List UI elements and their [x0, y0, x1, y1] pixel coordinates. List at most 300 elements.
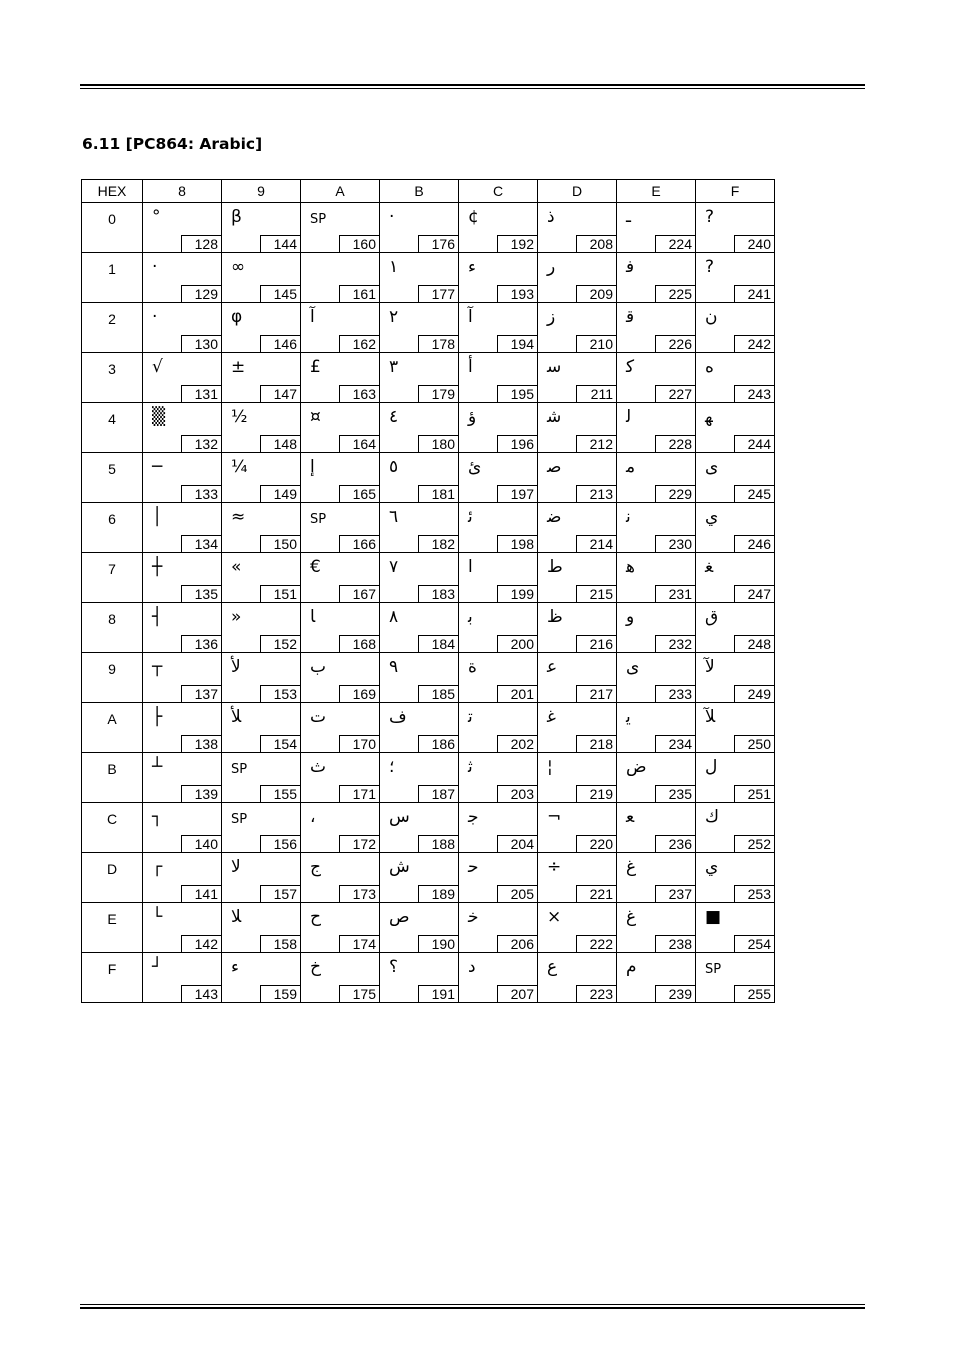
table-row [82, 353, 775, 403]
char-code: 199 [497, 585, 537, 602]
char-cell [143, 703, 222, 753]
char-glyph: ر [547, 257, 556, 277]
char-code: 189 [418, 885, 458, 902]
char-code: 163 [339, 385, 379, 402]
char-cell [380, 703, 459, 753]
char-code: 205 [497, 885, 537, 902]
char-glyph: ﻟ [626, 407, 632, 427]
char-glyph: ﻋ [547, 657, 558, 677]
char-glyph: ﻵ [705, 657, 715, 677]
char-cell [380, 653, 459, 703]
char-glyph: ﻶ [705, 707, 716, 727]
char-cell [617, 953, 696, 1003]
char-glyph: ┬ [152, 657, 163, 677]
char-code: 144 [260, 235, 300, 252]
char-cell [617, 503, 696, 553]
char-glyph: ؛ [389, 757, 395, 777]
char-cell [380, 203, 459, 253]
char-glyph: ش [389, 857, 410, 877]
char-glyph: ≈ [231, 507, 246, 527]
char-code: 168 [339, 635, 379, 652]
char-cell [380, 953, 459, 1003]
table-row [82, 303, 775, 353]
char-cell [380, 603, 459, 653]
char-code: 209 [576, 285, 616, 302]
char-glyph: φ [231, 307, 243, 327]
char-cell [538, 703, 617, 753]
char-code: 136 [181, 635, 221, 652]
char-glyph: ¬ [547, 807, 562, 827]
char-code: 162 [339, 335, 379, 352]
char-code: 182 [418, 535, 458, 552]
char-cell [143, 303, 222, 353]
char-glyph: ﺳ [547, 357, 562, 377]
table-row [82, 953, 775, 1003]
char-code: 200 [497, 635, 537, 652]
char-glyph: ± [231, 357, 246, 377]
char-glyph: ئ [468, 457, 482, 477]
char-glyph: ٣ [389, 357, 399, 377]
char-cell [696, 403, 775, 453]
char-code: 244 [734, 435, 774, 452]
char-code: 128 [181, 235, 221, 252]
char-code: 158 [260, 935, 300, 952]
char-code: 156 [260, 835, 300, 852]
char-cell [143, 403, 222, 453]
char-cell [617, 453, 696, 503]
char-glyph: د [468, 957, 476, 977]
char-glyph: € [310, 557, 321, 577]
char-code: 227 [655, 385, 695, 402]
char-code: 142 [181, 935, 221, 952]
char-code: 255 [734, 985, 774, 1002]
char-glyph: » [231, 607, 242, 627]
char-cell [301, 703, 380, 753]
char-cell [459, 253, 538, 303]
char-cell [380, 853, 459, 903]
char-code: 133 [181, 485, 221, 502]
char-cell [696, 803, 775, 853]
char-code: 223 [576, 985, 616, 1002]
column-header: 9 [222, 180, 301, 203]
char-glyph: أ [468, 357, 473, 377]
char-code: 222 [576, 935, 616, 952]
char-glyph: ص [389, 907, 410, 927]
table-row [82, 553, 775, 603]
char-cell [696, 903, 775, 953]
char-glyph: SP [705, 962, 722, 977]
char-glyph: ج [310, 857, 321, 877]
char-code: 246 [734, 535, 774, 552]
char-glyph: £ [310, 357, 321, 377]
char-code: 234 [655, 735, 695, 752]
char-glyph: ـ [626, 207, 631, 227]
char-glyph: ﺿ [547, 507, 562, 527]
char-cell [617, 603, 696, 653]
char-cell [696, 353, 775, 403]
char-cell [617, 203, 696, 253]
char-cell [617, 903, 696, 953]
char-glyph: × [547, 907, 562, 927]
char-glyph: ث [310, 757, 327, 777]
char-cell [143, 903, 222, 953]
char-cell [617, 753, 696, 803]
row-header: 1 [82, 253, 143, 303]
char-cell [617, 303, 696, 353]
char-code: 214 [576, 535, 616, 552]
char-cell [538, 253, 617, 303]
char-cell [538, 453, 617, 503]
char-cell [301, 253, 380, 303]
char-glyph: غ [626, 907, 637, 927]
char-glyph: ق [705, 607, 719, 627]
char-code: 161 [339, 285, 379, 302]
char-cell [538, 503, 617, 553]
char-glyph: · [389, 207, 395, 227]
char-cell [459, 903, 538, 953]
char-code: 132 [181, 435, 221, 452]
char-cell [143, 553, 222, 603]
char-glyph: آ [468, 307, 473, 327]
column-header: A [301, 180, 380, 203]
row-header: 3 [82, 353, 143, 403]
char-cell [459, 403, 538, 453]
char-cell [143, 603, 222, 653]
char-code: 134 [181, 535, 221, 552]
char-code: 247 [734, 585, 774, 602]
char-glyph: ¦ [547, 757, 553, 777]
char-cell [696, 203, 775, 253]
char-code: 250 [734, 735, 774, 752]
char-glyph: ى [705, 457, 719, 477]
char-cell [696, 703, 775, 753]
char-glyph: ؟ [389, 957, 399, 977]
char-code: 213 [576, 485, 616, 502]
char-cell [538, 803, 617, 853]
char-glyph: SP [310, 212, 327, 227]
table-row [82, 753, 775, 803]
char-glyph: ظ [547, 607, 563, 627]
char-code: 153 [260, 685, 300, 702]
char-cell [617, 253, 696, 303]
char-code: 224 [655, 235, 695, 252]
char-cell [380, 753, 459, 803]
char-cell [301, 653, 380, 703]
table-row [82, 603, 775, 653]
char-cell [696, 603, 775, 653]
header-rule [80, 84, 865, 89]
char-glyph: ع [547, 957, 558, 977]
char-glyph: ┤ [152, 607, 163, 627]
row-header: C [82, 803, 143, 853]
char-code: 226 [655, 335, 695, 352]
char-cell [538, 203, 617, 253]
char-code: 218 [576, 735, 616, 752]
char-cell [459, 803, 538, 853]
char-cell [617, 653, 696, 703]
char-cell [538, 553, 617, 603]
char-code: 221 [576, 885, 616, 902]
char-cell [143, 803, 222, 853]
char-glyph: └ [152, 907, 163, 927]
char-cell [459, 603, 538, 653]
char-glyph: ٩ [389, 657, 399, 677]
char-code: 146 [260, 335, 300, 352]
char-code: 140 [181, 835, 221, 852]
char-glyph: ﻷ [231, 657, 241, 677]
char-cell [459, 553, 538, 603]
char-code: 181 [418, 485, 458, 502]
char-code: 217 [576, 685, 616, 702]
char-cell [617, 353, 696, 403]
char-code: 230 [655, 535, 695, 552]
char-cell [143, 353, 222, 403]
row-header: 7 [82, 553, 143, 603]
char-glyph: غ [626, 857, 637, 877]
char-glyph: ي [705, 507, 719, 527]
char-glyph: √ [152, 357, 163, 377]
table-row [82, 703, 775, 753]
char-glyph: ﺛ [468, 757, 473, 777]
char-glyph: ؤ [468, 407, 477, 427]
char-glyph: ٢ [389, 307, 399, 327]
char-code: 201 [497, 685, 537, 702]
char-code: 190 [418, 935, 458, 952]
char-glyph: ﺟ [468, 807, 479, 827]
char-glyph: ¤ [310, 407, 321, 427]
char-glyph: ﺗ [468, 707, 473, 727]
char-glyph: م [626, 957, 637, 977]
char-cell [696, 953, 775, 1003]
hex-corner-header: HEX [82, 180, 143, 203]
char-glyph: « [231, 557, 242, 577]
table-row [82, 203, 775, 253]
char-glyph: ﻗ [626, 307, 635, 327]
char-code: 242 [734, 335, 774, 352]
char-code: 157 [260, 885, 300, 902]
char-glyph: ﻳ [626, 707, 631, 727]
char-code: 220 [576, 835, 616, 852]
char-cell [459, 953, 538, 1003]
char-code: 164 [339, 435, 379, 452]
section-title: 6.11 [PC864: Arabic] [82, 135, 263, 153]
char-glyph: ى [626, 657, 640, 677]
char-glyph: ٦ [389, 507, 399, 527]
char-cell [696, 253, 775, 303]
char-code: 196 [497, 435, 537, 452]
char-glyph: ﺣ [468, 857, 479, 877]
char-code: 150 [260, 535, 300, 552]
char-cell [143, 503, 222, 553]
char-cell [222, 753, 301, 803]
char-cell [538, 353, 617, 403]
char-glyph: ¢ [468, 207, 479, 227]
char-code: 232 [655, 635, 695, 652]
char-glyph: ┐ [152, 807, 163, 827]
char-glyph: ١ [389, 257, 399, 277]
char-code: 175 [339, 985, 379, 1002]
char-code: 176 [418, 235, 458, 252]
char-glyph: ة [468, 657, 477, 677]
char-glyph: ─ [152, 457, 163, 477]
char-glyph: ض [626, 757, 647, 777]
char-glyph: ل [705, 757, 718, 777]
char-glyph: ½ [231, 407, 248, 427]
table-row [82, 403, 775, 453]
char-glyph: ﺷ [547, 407, 562, 427]
char-glyph: ┘ [152, 957, 163, 977]
char-code: 177 [418, 285, 458, 302]
char-cell [538, 853, 617, 903]
char-code: 231 [655, 585, 695, 602]
char-glyph: ﻸ [231, 707, 242, 727]
char-code: 236 [655, 835, 695, 852]
char-cell [380, 503, 459, 553]
char-cell [617, 703, 696, 753]
char-cell [222, 503, 301, 553]
char-glyph: ي [705, 857, 719, 877]
column-header: D [538, 180, 617, 203]
char-code: 241 [734, 285, 774, 302]
char-cell [301, 403, 380, 453]
char-code: 193 [497, 285, 537, 302]
char-code: 183 [418, 585, 458, 602]
char-glyph: س [389, 807, 410, 827]
char-cell [222, 353, 301, 403]
column-header: C [459, 180, 538, 203]
char-code: 131 [181, 385, 221, 402]
char-code: 179 [418, 385, 458, 402]
char-cell [538, 903, 617, 953]
char-glyph: ف [389, 707, 407, 727]
row-header: D [82, 853, 143, 903]
char-code: 192 [497, 235, 537, 252]
char-cell [696, 553, 775, 603]
char-cell [301, 553, 380, 603]
footer-rule [80, 1304, 865, 1309]
char-cell [301, 303, 380, 353]
column-header: F [696, 180, 775, 203]
char-glyph: SP [310, 512, 327, 527]
char-cell [538, 303, 617, 353]
char-cell [222, 803, 301, 853]
char-cell [222, 553, 301, 603]
char-code: 206 [497, 935, 537, 952]
char-code: 180 [418, 435, 458, 452]
char-code: 202 [497, 735, 537, 752]
char-cell [538, 403, 617, 453]
char-cell [380, 403, 459, 453]
char-code: 191 [418, 985, 458, 1002]
char-cell [143, 753, 222, 803]
char-glyph: ﺑ [468, 607, 473, 627]
char-cell [696, 453, 775, 503]
char-cell [301, 903, 380, 953]
char-glyph: ﺧ [468, 907, 479, 927]
char-cell [459, 703, 538, 753]
char-glyph: ┼ [152, 557, 163, 577]
char-glyph: ¼ [231, 457, 248, 477]
char-code: 215 [576, 585, 616, 602]
char-code: 185 [418, 685, 458, 702]
char-code: 198 [497, 535, 537, 552]
table-row [82, 903, 775, 953]
column-header: E [617, 180, 696, 203]
char-code: 165 [339, 485, 379, 502]
char-cell [222, 853, 301, 903]
char-glyph: β [231, 207, 242, 227]
char-glyph: ┌ [152, 857, 163, 877]
char-cell [301, 853, 380, 903]
char-cell [380, 303, 459, 353]
table-row [82, 853, 775, 903]
char-glyph: ﻬ [705, 407, 713, 427]
char-code: 171 [339, 785, 379, 802]
char-glyph: SP [231, 812, 248, 827]
char-code: 135 [181, 585, 221, 602]
char-cell [143, 253, 222, 303]
char-code: 169 [339, 685, 379, 702]
char-glyph: ء [231, 957, 239, 977]
char-glyph: ∞ [231, 257, 246, 277]
char-code: 178 [418, 335, 458, 352]
row-header: 8 [82, 603, 143, 653]
char-cell [617, 553, 696, 603]
char-cell [696, 753, 775, 803]
table-row [82, 653, 775, 703]
char-code: 210 [576, 335, 616, 352]
char-code: 228 [655, 435, 695, 452]
char-cell [459, 503, 538, 553]
char-code: 151 [260, 585, 300, 602]
char-cell [301, 803, 380, 853]
char-code: 239 [655, 985, 695, 1002]
row-header: B [82, 753, 143, 803]
char-cell [380, 553, 459, 603]
char-glyph: ■ [705, 907, 722, 927]
char-glyph: ? [705, 257, 715, 277]
char-cell [222, 653, 301, 703]
char-code: 243 [734, 385, 774, 402]
char-glyph: ب [310, 657, 327, 677]
char-glyph: ﻏ [547, 707, 556, 727]
char-cell [143, 853, 222, 903]
table-header-row [82, 180, 775, 203]
char-cell [696, 653, 775, 703]
char-cell [143, 453, 222, 503]
char-cell [301, 353, 380, 403]
char-code: 238 [655, 935, 695, 952]
char-glyph: ﺋ [468, 507, 473, 527]
char-code: 174 [339, 935, 379, 952]
char-code: 130 [181, 335, 221, 352]
char-code: 211 [576, 385, 616, 402]
char-code: 172 [339, 835, 379, 852]
char-glyph: ا [468, 557, 473, 577]
char-glyph: SP [231, 762, 248, 777]
table-row [82, 503, 775, 553]
char-glyph: ٥ [389, 457, 399, 477]
char-code: 240 [734, 235, 774, 252]
char-glyph: ن [705, 307, 718, 327]
row-header: F [82, 953, 143, 1003]
char-code: 208 [576, 235, 616, 252]
row-header: E [82, 903, 143, 953]
char-cell [301, 453, 380, 503]
char-code: 203 [497, 785, 537, 802]
char-glyph: ﺻ [547, 457, 562, 477]
char-code: 219 [576, 785, 616, 802]
